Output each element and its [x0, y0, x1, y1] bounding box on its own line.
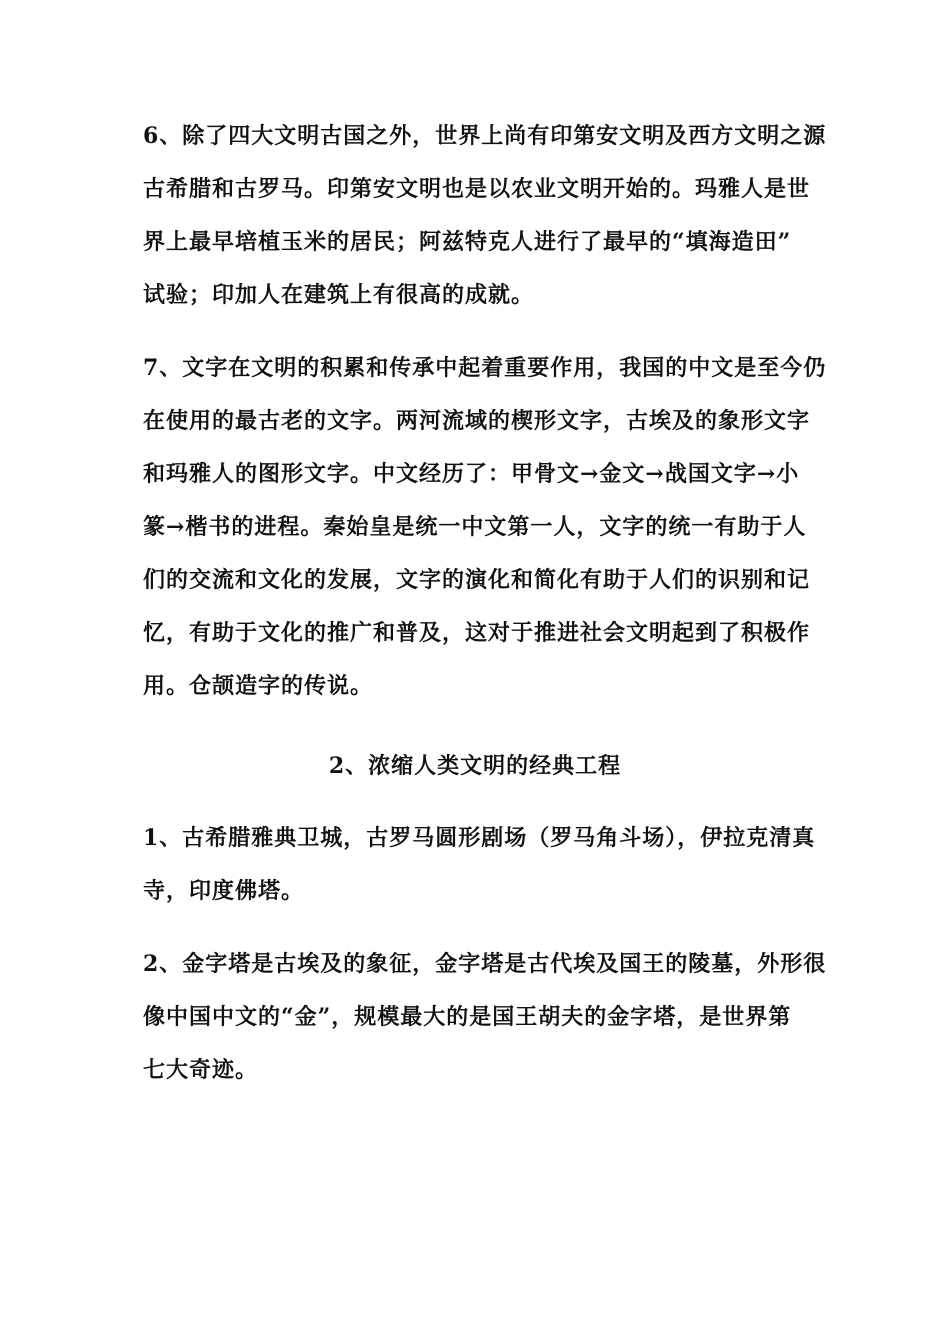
paragraph-line: 忆，有助于文化的推广和普及，这对于推进社会文明起到了积极作: [143, 620, 811, 646]
paragraph-line: 试验；印加人在建筑上有很高的成就。: [143, 282, 535, 308]
paragraph-line: 像中国中文的“金”，规模最大的是国王胡夫的金字塔，是世界第: [143, 1004, 792, 1030]
paragraph-line: 7、文字在文明的积累和传承中起着重要作用，我国的中文是至今仍: [143, 355, 827, 381]
paragraph-line: 寺，印度佛塔。: [143, 878, 305, 904]
paragraph-line: 七大奇迹。: [143, 1057, 259, 1083]
section-item-1: [143, 812, 816, 918]
paragraph-line: 和玛雅人的图形文字。中文经历了：甲骨文→金文→战国文字→小: [143, 461, 800, 487]
section-heading: 2、浓缩人类文明的经典工程: [328, 753, 622, 779]
paragraph-line: 古希腊和古罗马。印第安文明也是以农业文明开始的。玛雅人是世: [143, 176, 811, 202]
paragraph-line: 6、除了四大文明古国之外，世界上尚有印第安文明及西方文明之源: [143, 123, 827, 149]
paragraph-line: 们的交流和文化的发展，文字的演化和简化有助于人们的识别和记: [143, 567, 811, 593]
paragraph-line: 1、古希腊雅典卫城，古罗马圆形剧场（罗马角斗场），伊拉克清真: [143, 825, 816, 851]
paragraph-line: 用。仓颉造字的传说。: [143, 673, 374, 699]
paragraph-6: [143, 110, 827, 322]
paragraph-line: 在使用的最古老的文字。两河流域的楔形文字，古埃及的象形文字: [143, 408, 811, 434]
section-item-2: [143, 938, 827, 1097]
paragraph-7: [143, 342, 827, 713]
paragraph-line: 2、金字塔是古埃及的象征，金字塔是古代埃及国王的陵墓，外形很: [143, 951, 827, 977]
paragraph-line: 篆→楷书的进程。秦始皇是统一中文第一人，文字的统一有助于人: [143, 514, 807, 540]
paragraph-line: 界上最早培植玉米的居民；阿兹特克人进行了最早的“填海造田”: [143, 229, 792, 255]
